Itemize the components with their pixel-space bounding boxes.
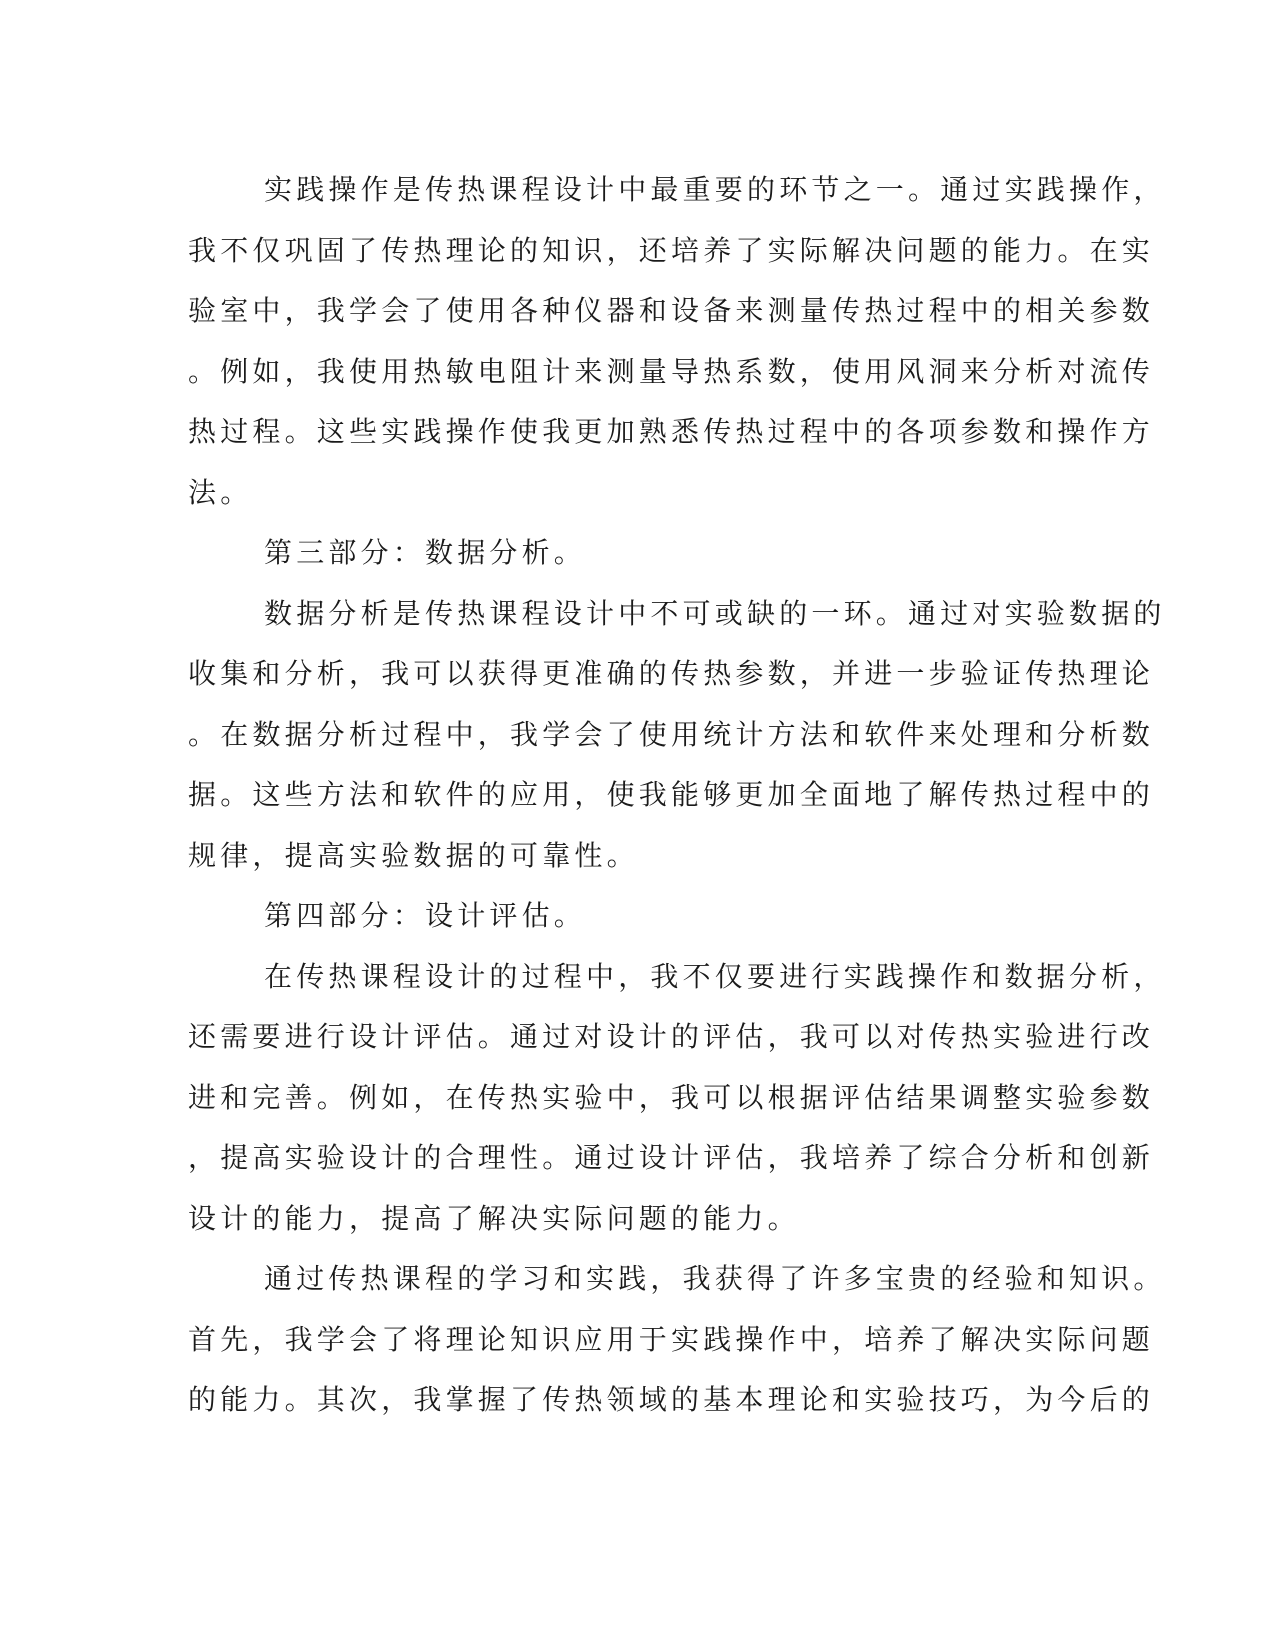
paragraph-line: 进和完善。例如，在传热实验中，我可以根据评估结果调整实验参数 <box>188 1080 1155 1114</box>
paragraph-line: 据。这些方法和软件的应用，使我能够更加全面地了解传热过程中的 <box>188 778 1155 811</box>
paragraph-line: 实践操作是传热课程设计中最重要的环节之一。通过实践操作， <box>264 173 1166 206</box>
paragraph-line: 还需要进行设计评估。通过对设计的评估，我可以对传热实验进行改 <box>188 1020 1155 1053</box>
paragraph-line: 。例如，我使用热敏电阻计来测量导热系数，使用风洞来分析对流传 <box>188 354 1155 388</box>
section-heading: 第三部分：数据分析。 <box>264 536 587 569</box>
paragraph-line: 规律，提高实验数据的可靠性。 <box>188 838 639 872</box>
paragraph-line: 法。 <box>188 475 253 509</box>
paragraph-line: 设计的能力，提高了解决实际问题的能力。 <box>188 1201 800 1235</box>
paragraph-line: 验室中，我学会了使用各种仪器和设备来测量传热过程中的相关参数 <box>188 294 1155 327</box>
paragraph-line: 的能力。其次，我掌握了传热领域的基本理论和实验技巧，为今后的 <box>188 1383 1155 1416</box>
paragraph-line: 收集和分析，我可以获得更准确的传热参数，并进一步验证传热理论 <box>188 657 1155 690</box>
paragraph-line: 。在数据分析过程中，我学会了使用统计方法和软件来处理和分析数 <box>188 717 1155 751</box>
paragraph-line: ，提高实验设计的合理性。通过设计评估，我培养了综合分析和创新 <box>188 1141 1155 1174</box>
paragraph-line: 热过程。这些实践操作使我更加熟悉传热过程中的各项参数和操作方 <box>188 415 1155 448</box>
paragraph-line: 我不仅巩固了传热理论的知识，还培养了实际解决问题的能力。在实 <box>188 233 1155 267</box>
document-body <box>188 160 1166 1431</box>
paragraph-line: 通过传热课程的学习和实践，我获得了许多宝贵的经验和知识。 <box>264 1262 1166 1295</box>
paragraph-line: 数据分析是传热课程设计中不可或缺的一环。通过对实验数据的 <box>264 596 1166 630</box>
section-heading: 第四部分：设计评估。 <box>264 899 587 932</box>
paragraph-line: 在传热课程设计的过程中，我不仅要进行实践操作和数据分析， <box>264 959 1166 993</box>
paragraph-line: 首先，我学会了将理论知识应用于实践操作中，培养了解决实际问题 <box>188 1322 1155 1356</box>
